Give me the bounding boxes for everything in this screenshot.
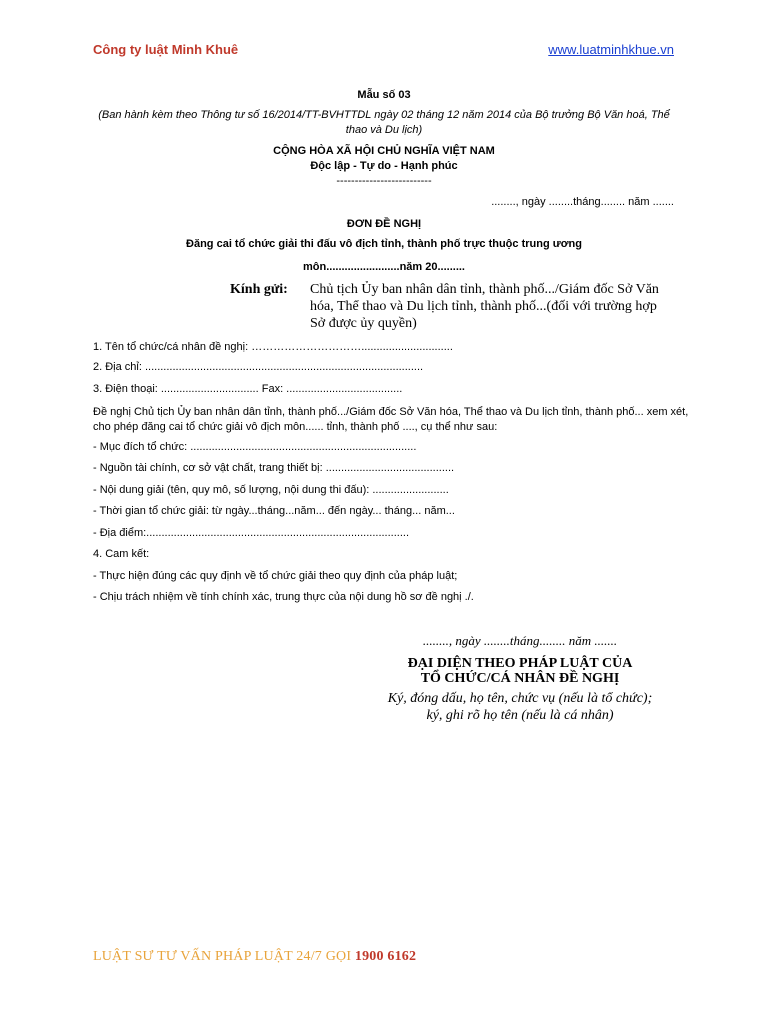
- signature-title: [340, 656, 700, 686]
- footer-text: LUẬT SƯ TƯ VẤN PHÁP LUẬT 24/7 GỌI: [93, 949, 355, 964]
- recipient-text: Chủ tịch Ủy ban nhân dân tỉnh, thành phố.../Giám đốc Sở Văn hóa, Thể thao và Du lịch tỉnh, thành phố...(đối với trường hợp Sở được ủy quyền): [310, 282, 659, 331]
- document-subject: Đăng cai tổ chức giải thi đấu vô địch tỉnh, thành phố trực thuộc trung ương: [186, 238, 582, 250]
- recipient-label: Kính gửi:: [230, 282, 288, 297]
- footer-hotline: [93, 949, 416, 965]
- field-funding: - Nguồn tài chính, cơ sở vật chất, trang thiết bị: ..........................................: [93, 462, 455, 474]
- website-link[interactable]: www.luatminhkhue.vn: [548, 42, 674, 57]
- commitment-item: - Thực hiện đúng các quy định về tổ chức giải theo quy định của pháp luật;: [93, 570, 458, 582]
- field-address: 2. Địa chỉ: ...........................................................................................: [93, 361, 424, 373]
- nation-heading: CỘNG HÒA XÃ HỘI CHỦ NGHĨA VIỆT NAM: [273, 145, 495, 157]
- field-purpose: - Mục đích tổ chức: ..........................................................................: [93, 441, 417, 453]
- footer-phone[interactable]: 1900 6162: [354, 949, 417, 964]
- field-time: - Thời gian tổ chức giải: từ ngày...tháng...năm... đến ngày... tháng... năm...: [93, 505, 455, 517]
- commitment-item: - Chịu trách nhiệm về tính chính xác, trung thực của nội dung hồ sơ đề nghị ./.: [93, 591, 474, 603]
- signature-note-line: ký, ghi rõ họ tên (nếu là cá nhân): [426, 708, 614, 723]
- heading-divider: --------------------------: [336, 175, 432, 187]
- sport-year-line: môn........................năm 20.........: [303, 261, 465, 273]
- signature-title-line: ĐẠI DIỆN THEO PHÁP LUẬT CỦA: [407, 656, 633, 671]
- signature-note: [340, 690, 700, 724]
- commitment-heading: 4. Cam kết:: [93, 548, 150, 560]
- document-title: ĐƠN ĐỀ NGHỊ: [346, 218, 422, 230]
- place-date-line: ........, ngày ........tháng........ năm .......: [491, 196, 674, 208]
- signature-date: ........, ngày ........tháng........ năm .......: [422, 633, 618, 648]
- motto-heading: Độc lập - Tự do - Hạnh phúc: [310, 160, 458, 172]
- request-paragraph: Đề nghị Chủ tịch Ủy ban nhân dân tỉnh, thành phố.../Giám đốc Sở Văn hóa, Thể thao và Du lịch tỉnh, thành phố... xem xét, cho phép đăng cai tổ chức giải vô địch môn...... tỉnh, thành phố ...., cụ thể như sau:: [93, 406, 689, 433]
- issued-by-note: (Ban hành kèm theo Thông tư số 16/2014/TT-BVHTTDL ngày 02 tháng 12 năm 2014 của Bộ trưởng Bộ Văn hoá, Thể thao và Du lịch): [98, 109, 670, 136]
- form-number: Mẫu số 03: [357, 89, 411, 101]
- signature-title-line: TỔ CHỨC/CÁ NHÂN ĐỀ NGHỊ: [420, 671, 620, 686]
- field-applicant-name: 1. Tên tổ chức/cá nhân đề nghị: …………………………..............................: [93, 341, 453, 353]
- field-phone-fax: 3. Điện thoại: ................................ Fax: ......................................: [93, 383, 403, 395]
- company-name: Công ty luật Minh Khuê: [93, 42, 239, 57]
- signature-note-line: Ký, đóng dấu, họ tên, chức vụ (nếu là tổ chức);: [387, 691, 653, 706]
- field-content: - Nội dung giải (tên, quy mô, số lượng, nội dung thi đấu): .........................: [93, 484, 449, 496]
- field-venue: - Địa điểm:......................................................................................: [93, 527, 410, 539]
